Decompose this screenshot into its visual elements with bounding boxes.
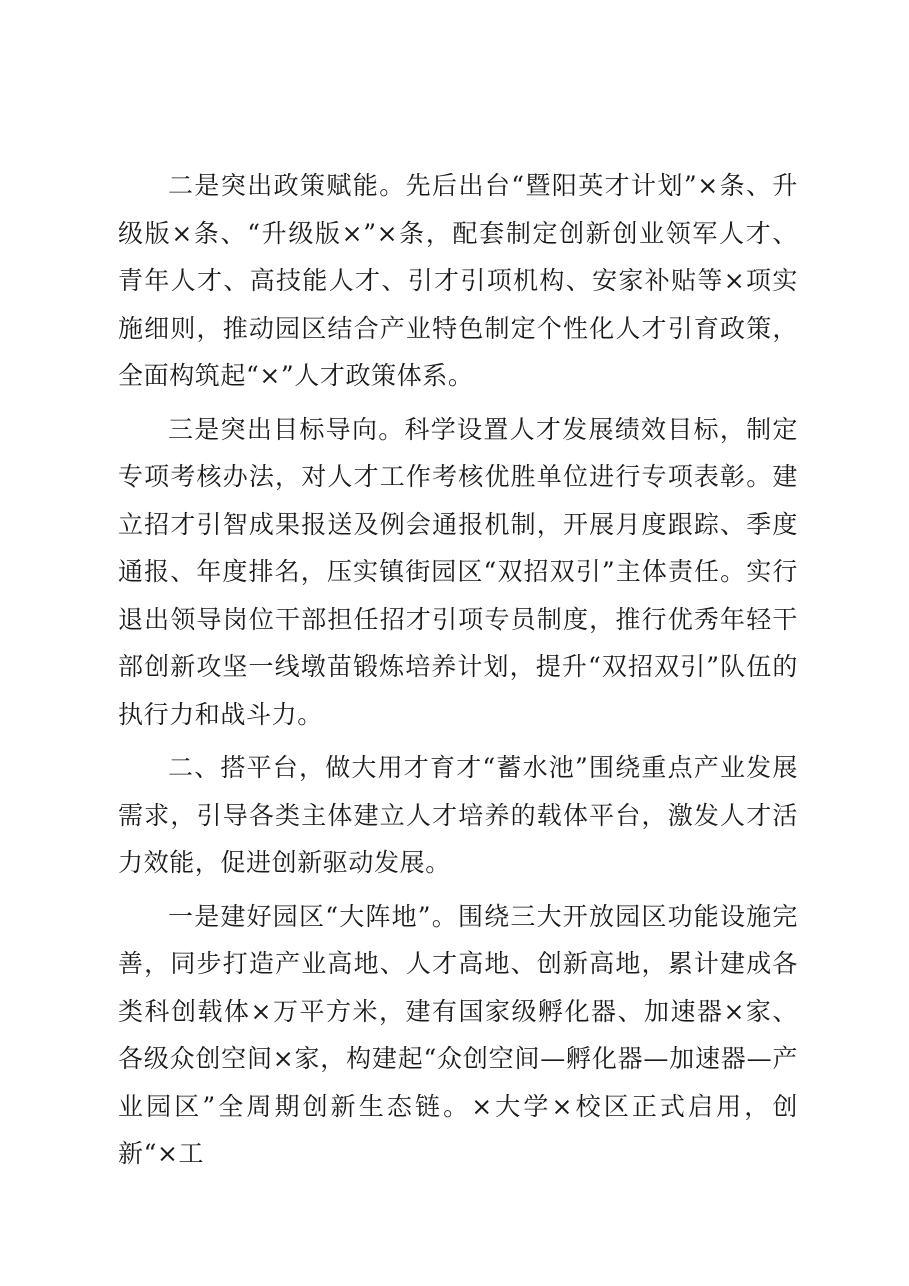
document-body	[118, 162, 798, 1184]
paragraph-policy-empowerment: 二是突出政策赋能。先后出台“暨阳英才计划”×条、升级版×条、“升级版×”×条，配套制定创新创业领军人才、青年人才、高技能人才、引才引项机构、安家补贴等×项实施细则，推动园区结合产业特色制定个性化人才引育政策，全面构筑起“×”人才政策体系。	[118, 171, 798, 390]
paragraph-park-base: 一是建好园区“大阵地”。围绕三大开放园区功能设施完善，同步打造产业高地、人才高地、创新高地，累计建成各类科创载体×万平方米，建有国家级孵化器、加速器×家、各级众创空间×家，构建起“众创空间—孵化器—加速器—产业园区”全周期创新生态链。×大学×校区正式启用，创新“×工	[118, 901, 798, 1168]
paragraph-build-platform: 二、搭平台，做大用才育才“蓄水池”围绕重点产业发展需求，引导各类主体建立人才培养的载体平台，激发人才活力效能，促进创新驱动发展。	[118, 753, 798, 877]
paragraph-goal-orientation: 三是突出目标导向。科学设置人才发展绩效目标，制定专项考核办法，对人才工作考核优胜单位进行专项表彰。建立招才引智成果报送及例会通报机制，开展月度跟踪、季度通报、年度排名，压实镇街园区“双招双引”主体责任。实行退出领导岗位干部担任招才引项专员制度，推行优秀年轻干部创新攻坚一线墩苗锻炼培养计划，提升“双招双引”队伍的执行力和战斗力。	[118, 414, 798, 729]
